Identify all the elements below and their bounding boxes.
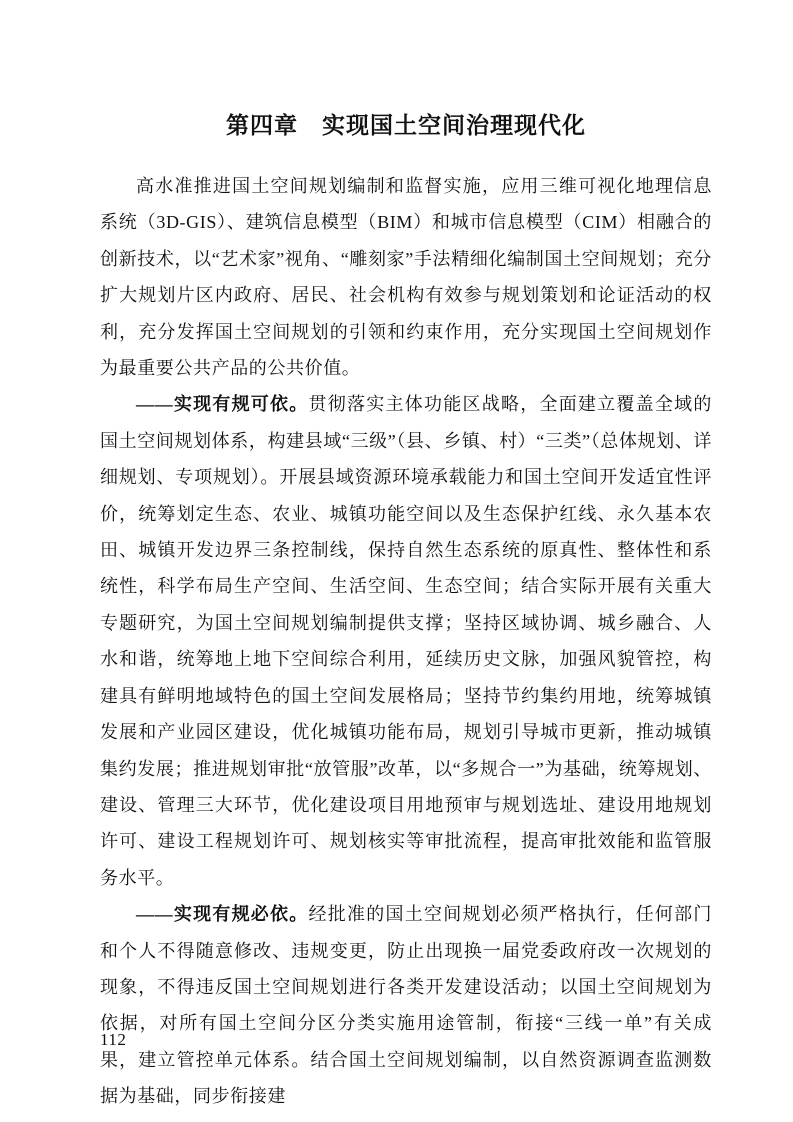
paragraph-you-gui-bi-yi	[100, 896, 712, 1114]
paragraph-you-gui-ke-yi-text: 贯彻落实主体功能区战略，全面建立覆盖全域的国土空间规划体系，构建县域“三级”（县、乡镇、村）“三类”（总体规划、详细规划、专项规划）。开展县域资源环境承载能力和国土空间开发适宜性评价，统筹划定生态、农业、城镇功能空间以及生态保护红线、永久基本农田、城镇开发边界三条控制线，保持自然生态系统的原真性、整体性和系统性，科学布局生产空间、生活空间、生态空间；结合实际开展有关重大专题研究，为国土空间规划编制提供支撑；坚持区域协调、城乡融合、人水和谐，统筹地上地下空间综合利用，延续历史文脉，加强风貌管控，构建具有鲜明地域特色的国土空间发展格局；坚持节约集约用地，统筹城镇发展和产业园区建设，优化城镇功能布局，规划引导城市更新，推动城镇集约发展；推进规划审批“放管服”改革，以“多规合一”为基础，统筹规划、建设、管理三大环节，优化建设项目用地预审与规划选址、建设用地规划许可、建设工程规划许可、规划核实等审批流程，提高审批效能和监管服务水平。	[100, 394, 712, 888]
paragraph-you-gui-ke-yi-lead: ——实现有规可依。	[136, 394, 309, 415]
document-body	[100, 168, 712, 1115]
paragraph-you-gui-ke-yi	[100, 386, 712, 896]
paragraph-intro	[100, 168, 712, 386]
paragraph-you-gui-bi-yi-lead: ——实现有规必依。	[136, 904, 309, 925]
paragraph-you-gui-bi-yi-text: 经批准的国土空间规划必须严格执行，任何部门和个人不得随意修改、违规变更，防止出现换一届党委政府改一次规划的现象，不得违反国土空间规划进行各类开发建设活动；以国土空间规划为依据，对所有国土空间分区分类实施用途管制，衔接“三线一单”有关成果，建立管控单元体系。结合国土空间规划编制，以自然资源调查监测数据为基础，同步衔接建	[100, 904, 712, 1107]
page-number: 112	[100, 1030, 127, 1049]
paragraph-intro-text: 高水准推进国土空间规划编制和监督实施，应用三维可视化地理信息系统（3D-GIS）、建筑信息模型（BIM）和城市信息模型（CIM）相融合的创新技术，以“艺术家”视角、“雕刻家”手法精细化编制国土空间规划；充分扩大规划片区内政府、居民、社会机构有效参与规划策划和论证活动的权利，充分发挥国土空间规划的引领和约束作用，充分实现国土空间规划作为最重要公共产品的公共价值。	[100, 176, 712, 379]
chapter-title: 第四章 实现国土空间治理现代化	[226, 112, 586, 138]
